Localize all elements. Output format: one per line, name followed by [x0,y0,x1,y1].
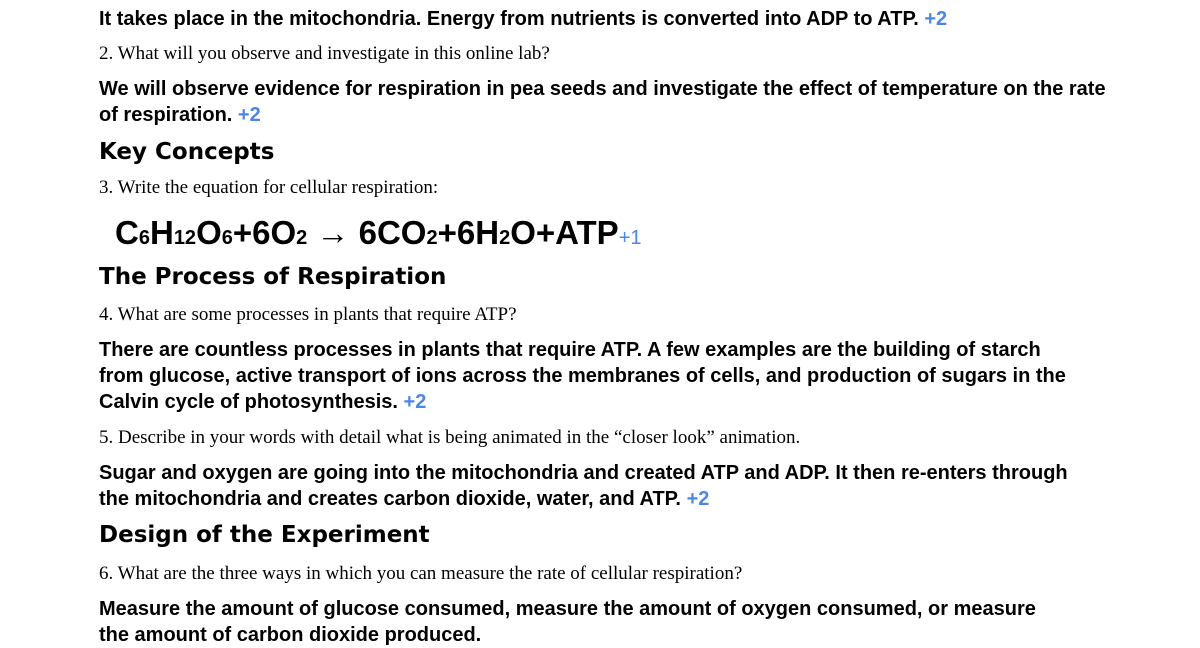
eq-co-sub: 2 [426,227,438,249]
score-5: +2 [686,488,710,510]
eq-o-sub: 6 [221,227,233,249]
eq-co: 6CO [358,214,427,251]
question-3: 3. Write the equation for cellular respiration: [99,177,439,198]
score-3: +1 [618,227,642,249]
eq-c: C [115,214,139,251]
eq-plus-h2: +6H [437,214,500,251]
question-2: 2. What will you observe and investigate in this online lab? [99,43,550,64]
heading-design: Design of the Experiment [99,522,430,548]
heading-process: The Process of Respiration [99,264,447,290]
eq-c-sub: 6 [138,227,150,249]
question-6: 6. What are the three ways in which you can measure the rate of cellular respiration? [99,563,743,584]
score-2: +2 [237,104,261,126]
eq-tail: O+ATP [510,214,619,251]
answer-5-text: Sugar and oxygen are going into the mitochondria and created ATP and ADP. It then re-enters through the mitochondria and creates carbon dioxide, water, and ATP. [99,462,1068,510]
answer-4 [99,337,1089,415]
eq-h: H [149,214,174,251]
score-4: +2 [403,391,427,413]
eq-h-sub: 12 [173,227,197,249]
score-1: +2 [924,8,948,30]
answer-1 [99,6,947,32]
answer-6 [99,596,1059,648]
question-5: 5. Describe in your words with detail what is being animated in the “closer look” animation. [99,427,801,448]
answer-6-text: Measure the amount of glucose consumed, measure the amount of oxygen consumed, or measure the amount of carbon dioxide produced. [99,598,1036,646]
question-4: 4. What are some processes in plants that require ATP? [99,304,517,325]
eq-h2-sub: 2 [499,227,511,249]
answer-1-text: It takes place in the mitochondria. Energy from nutrients is converted into ADP to ATP. [99,8,919,30]
eq-arrow: → [307,214,359,251]
answer-2 [99,76,1109,128]
answer-2-text: We will observe evidence for respiration in pea seeds and investigate the effect of temperature on the rate of respiration. [99,78,1106,126]
answer-4-text: There are countless processes in plants that require ATP. A few examples are the building of starch from glucose, active transport of ions across the membranes of cells, and production of sugars in the Calvin cycle of photosynthesis. [99,339,1066,413]
respiration-equation [99,211,642,260]
heading-key-concepts: Key Concepts [99,139,275,165]
answer-5 [99,460,1079,512]
eq-plus-o2: +6O [232,214,297,251]
eq-o2-sub: 2 [296,227,308,249]
eq-o: O [196,214,222,251]
